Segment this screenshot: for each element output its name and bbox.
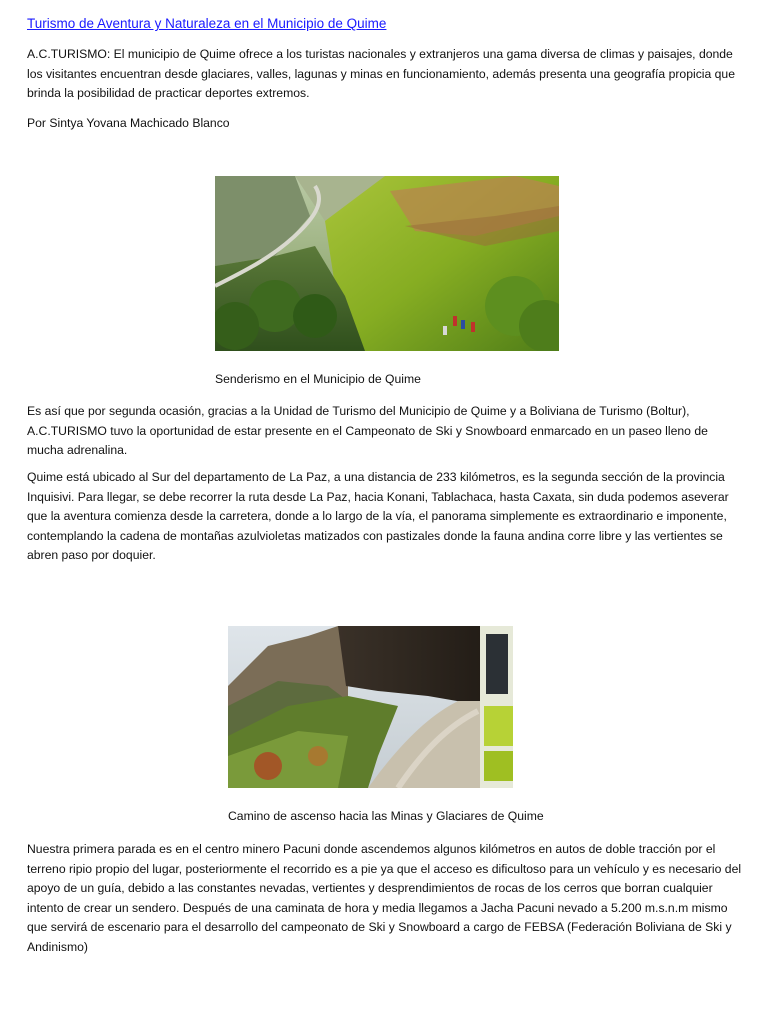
paragraph-4: Nuestra primera parada es en el centro minero Pacuni donde ascendemos algunos kilómetros en autos de doble tracción por el terreno ripio propio del lugar, posteriormente el recorrido es a pie ya que el acceso es dificultoso para un vehículo y es necesario del apoyo de un guía, debido a las constantes nevadas, vertientes y desprendimientos de rocas de los cerros que borran cualquier intento de crear un sendero. Después de una caminata de hora y media llegamos a Jacha Pacuni nevado a 5.200 m.s.n.m mismo que servirá de escenario para el desarrollo del campeonato de Ski y Snowboard a cargo de FEBSA (Federación Boliviana de Ski y Andinismo) — [27, 842, 742, 954]
paragraph-2: Es así que por segunda ocasión, gracias a la Unidad de Turismo del Municipio de Quime y a Boliviana de Turismo (Boltur), A.C.TURISMO tuvo la oportunidad de estar presente en el Campeonato de Ski y Snowboard enmarcado en un paseo lleno de mucha adrenalina. — [27, 404, 708, 457]
intro-paragraph: A.C.TURISMO: El municipio de Quime ofrece a los turistas nacionales y extranjeros una gama diversa de climas y paisajes, donde los visitantes encuentran desde glaciares, valles, lagunas y minas en funcionamiento, además presenta una geografía propicia que brinda la posibilidad de practicar deportes extremos. — [27, 47, 735, 100]
article-title-link[interactable]: Turismo de Aventura y Naturaleza en el Municipio de Quime — [27, 16, 387, 31]
author-byline: Por Sintya Yovana Machicado Blanco — [27, 116, 230, 130]
figure2-caption: Camino de ascenso hacia las Minas y Glaciares de Quime — [228, 809, 544, 823]
valley-hiking-photo — [215, 176, 559, 351]
mountain-road-photo — [228, 626, 513, 788]
figure1-caption: Senderismo en el Municipio de Quime — [215, 372, 421, 386]
paragraph-3: Quime está ubicado al Sur del departamento de La Paz, a una distancia de 233 kilómetros, es la segunda sección de la provincia Inquisivi. Para llegar, se debe recorrer la ruta desde La Paz, hacia Konani, Tablachaca, hasta Caxata, sin duda podemos aseverar que la aventura comienza desde la carretera, donde a lo largo de la vía, el panorama simplemente es extraordinario e imponente, contemplando la cadena de montañas azulvioletas matizados con pastizales donde la fauna andina corre libre y las vertientes se abren paso por doquier. — [27, 470, 729, 562]
